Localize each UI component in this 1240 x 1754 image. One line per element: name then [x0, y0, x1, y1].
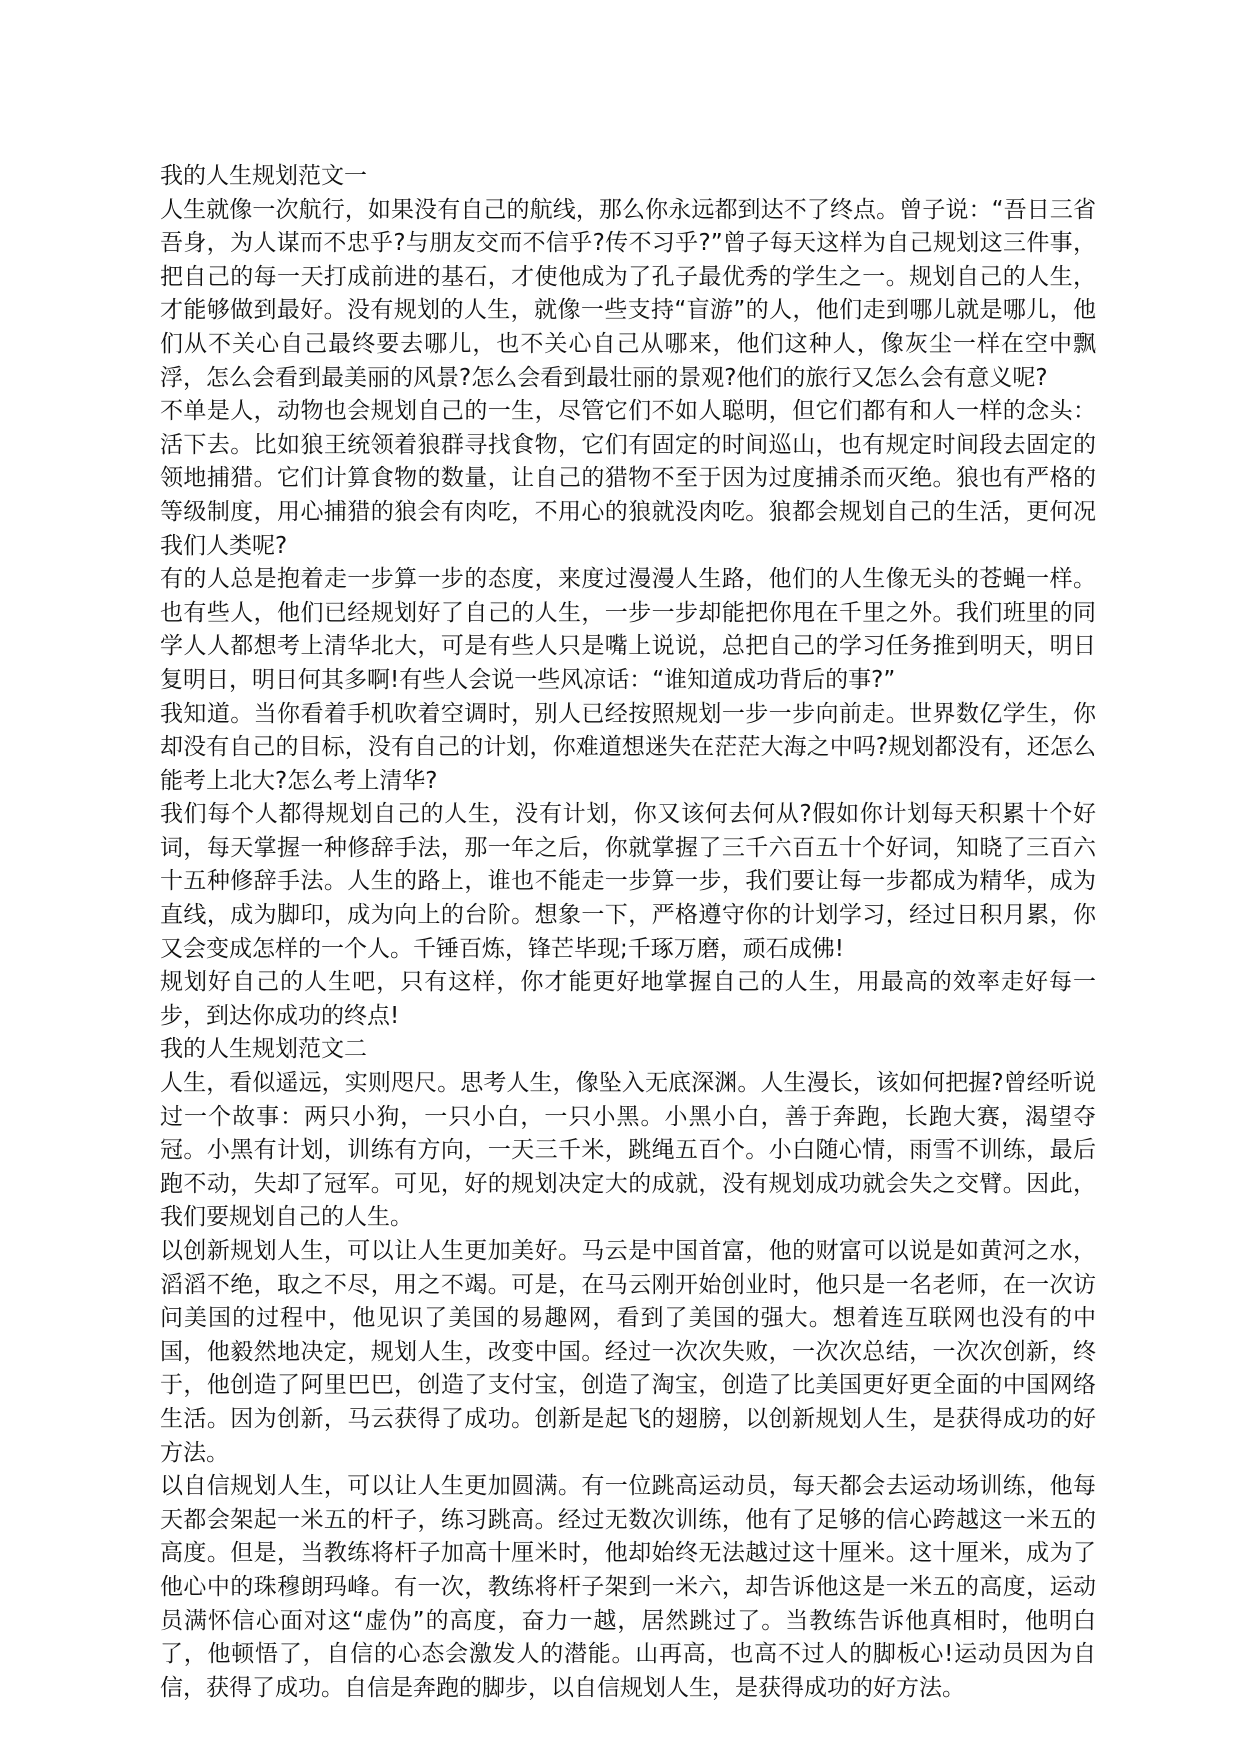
- paragraph: 我们每个人都得规划自己的人生，没有计划，你又该何去何从?假如你计划每天积累十个好词，每天掌握一种修辞手法，那一年之后，你就掌握了三千六百五十个好词，知晓了三百六十五种修辞手法。人生的路上，谁也不能走一步算一步，我们要让每一步都成为精华，成为直线，成为脚印，成为向上的台阶。想象一下，严格遵守你的计划学习，经过日积月累，你又会变成怎样的一个人。千锤百炼，锋芒毕现;千琢万磨，顽石成佛!: [160, 801, 1096, 962]
- paragraph: 以创新规划人生，可以让人生更加美好。马云是中国首富，他的财富可以说是如黄河之水，滔滔不绝，取之不尽，用之不竭。可是，在马云刚开始创业时，他只是一名老师，在一次访问美国的过程中，他见识了美国的易趣网，看到了美国的强大。想着连互联网也没有的中国，他毅然地决定，规划人生，改变中国。经过一次次失败，一次次总结，一次次创新，终于，他创造了阿里巴巴，创造了支付宝，创造了淘宝，创造了比美国更好更全面的中国网络生活。因为创新，马云获得了成功。创新是起飞的翅膀，以创新规划人生，是获得成功的好方法。: [160, 1238, 1096, 1466]
- paragraph: 人生就像一次航行，如果没有自己的航线，那么你永远都到达不了终点。曾子说：“吾日三省吾身，为人谋而不忠乎?与朋友交而不信乎?传不习乎?”曾子每天这样为自己规划这三件事，把自己的每一天打成前进的基石，才使他成为了孔子最优秀的学生之一。规划自己的人生，才能够做到最好。没有规划的人生，就像一些支持“盲游”的人，他们走到哪儿就是哪儿，他们从不关心自己最终要去哪儿，也不关心自己从哪来，他们这种人，像灰尘一样在空中飘浮，怎么会看到最美丽的风景?怎么会看到最壮丽的景观?他们的旅行又怎么会有意义呢?: [160, 196, 1096, 391]
- paragraph: 不单是人，动物也会规划自己的一生，尽管它们不如人聪明，但它们都有和人一样的念头：活下去。比如狼王统领着狼群寻找食物，它们有固定的时间巡山，也有规定时间段去固定的领地捕猎。它们计算食物的数量，让自己的猎物不至于因为过度捕杀而灭绝。狼也有严格的等级制度，用心捕猎的狼会有肉吃，不用心的狼就没肉吃。狼都会规划自己的生活，更何况我们人类呢?: [160, 398, 1096, 559]
- document-body: [160, 160, 1096, 1705]
- paragraph: 人生，看似遥远，实则咫尺。思考人生，像坠入无底深渊。人生漫长，该如何把握?曾经听说过一个故事：两只小狗，一只小白，一只小黑。小黑小白，善于奔跑，长跑大赛，渴望夺冠。小黑有计划，训练有方向，一天三千米，跳绳五百个。小白随心情，雨雪不训练，最后跑不动，失却了冠军。可见，好的规划决定大的成就，没有规划成功就会失之交臂。因此，我们要规划自己的人生。: [160, 1070, 1096, 1231]
- paragraph: 有的人总是抱着走一步算一步的态度，来度过漫漫人生路，他们的人生像无头的苍蝇一样。也有些人，他们已经规划好了自己的人生，一步一步却能把你甩在千里之外。我们班里的同学人人都想考上清华北大，可是有些人只是嘴上说说，总把自己的学习任务推到明天，明日复明日，明日何其多啊!有些人会说一些风凉话：“谁知道成功背后的事?”: [160, 566, 1096, 693]
- essay-section-1: [160, 160, 1096, 1033]
- paragraph: 规划好自己的人生吧，只有这样，你才能更好地掌握自己的人生，用最高的效率走好每一步，到达你成功的终点!: [160, 969, 1096, 1029]
- paragraph: 我知道。当你看着手机吹着空调时，别人已经按照规划一步一步向前走。世界数亿学生，你却没有自己的目标，没有自己的计划，你难道想迷失在茫茫大海之中吗?规划都没有，还怎么能考上北大?怎么考上清华?: [160, 700, 1096, 794]
- paragraph: 以自信规划人生，可以让人生更加圆满。有一位跳高运动员，每天都会去运动场训练，他每天都会架起一米五的杆子，练习跳高。经过无数次训练，他有了足够的信心跨越这一米五的高度。但是，当教练将杆子加高十厘米时，他却始终无法越过这十厘米。这十厘米，成为了他心中的珠穆朗玛峰。有一次，教练将杆子架到一米六，却告诉他这是一米五的高度，运动员满怀信心面对这“虚伪”的高度，奋力一越，居然跳过了。当教练告诉他真相时，他明白了，他顿悟了，自信的心态会激发人的潜能。山再高，也高不过人的脚板心!运动员因为自信，获得了成功。自信是奔跑的脚步，以自信规划人生，是获得成功的好方法。: [160, 1473, 1096, 1701]
- essay-title-1: 我的人生规划范文一: [160, 163, 367, 189]
- essay-title-2: 我的人生规划范文二: [160, 1036, 367, 1063]
- essay-section-2: [160, 1033, 1096, 1705]
